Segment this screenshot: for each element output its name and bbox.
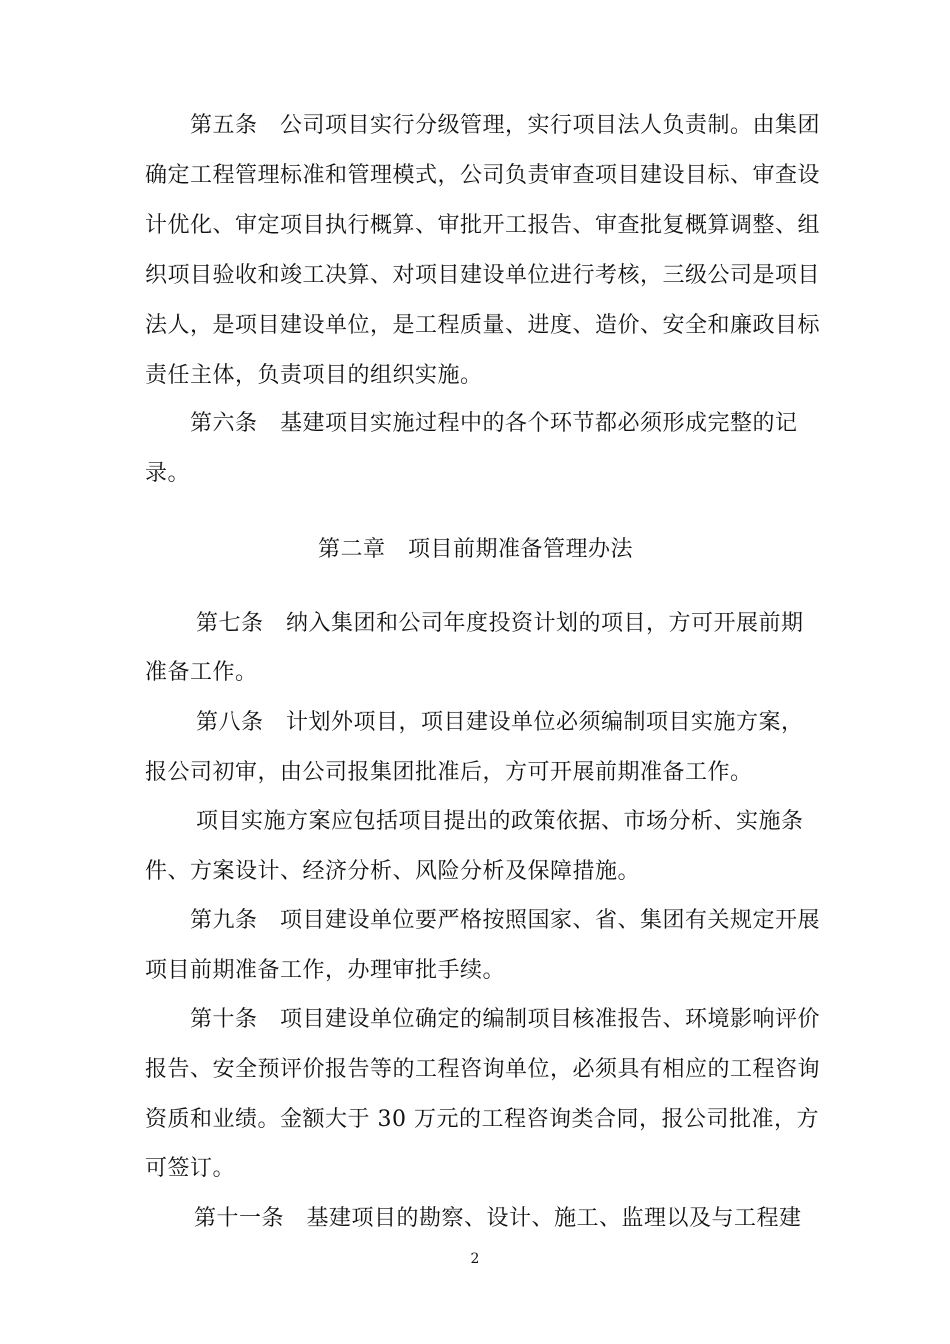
- article-5-line-5: 法人，是项目建设单位，是工程质量、进度、造价、安全和廉政目标: [145, 313, 821, 338]
- article-8-line-2: 报公司初审，由公司报集团批准后，方可开展前期准备工作。: [145, 760, 753, 785]
- article-9-line-1: 第九条 项目建设单位要严格按照国家、省、集团有关规定开展: [190, 908, 821, 933]
- article-7-line-2: 准备工作。: [145, 660, 258, 685]
- article-6-line-2: 录。: [145, 461, 191, 486]
- article-5-line-6: 责任主体，负责项目的组织实施。: [145, 363, 483, 388]
- article-10-line-1: 第十条 项目建设单位确定的编制项目核准报告、环境影响评价: [190, 1007, 821, 1032]
- article-7-line-1: 第七条 纳入集团和公司年度投资计划的项目，方可开展前期: [196, 611, 804, 636]
- plan-contents-line-1: 项目实施方案应包括项目提出的政策依据、市场分析、实施条: [196, 809, 804, 834]
- article-10-line-4: 可签订。: [145, 1156, 236, 1181]
- plan-contents-line-2: 件、方案设计、经济分析、风险分析及保障措施。: [145, 859, 641, 884]
- article-5-line-4: 织项目验收和竣工决算、对项目建设单位进行考核，三级公司是项目: [145, 263, 821, 288]
- chapter-2-heading: 第二章 项目前期准备管理办法: [318, 537, 634, 562]
- article-5-line-1: 第五条 公司项目实行分级管理，实行项目法人负责制。由集团: [190, 113, 821, 138]
- article-5-line-3: 计优化、审定项目执行概算、审批开工报告、审查批复概算调整、组: [145, 213, 821, 238]
- article-11-line-1: 第十一条 基建项目的勘察、设计、施工、监理以及与工程建: [194, 1206, 802, 1231]
- page-number: 2: [470, 1251, 480, 1267]
- article-6-line-1: 第六条 基建项目实施过程中的各个环节都必须形成完整的记: [190, 411, 798, 436]
- article-8-line-1: 第八条 计划外项目，项目建设单位必须编制项目实施方案，: [196, 710, 804, 735]
- article-10-line-2: 报告、安全预评价报告等的工程咨询单位，必须具有相应的工程咨询: [145, 1057, 821, 1082]
- article-9-line-2: 项目前期准备工作，办理审批手续。: [145, 958, 506, 983]
- article-10-line-3: 资质和业绩。金额大于 30 万元的工程咨询类合同，报公司批准，方: [145, 1107, 819, 1132]
- article-5-line-2: 确定工程管理标准和管理模式，公司负责审查项目建设目标、审查设: [145, 163, 821, 188]
